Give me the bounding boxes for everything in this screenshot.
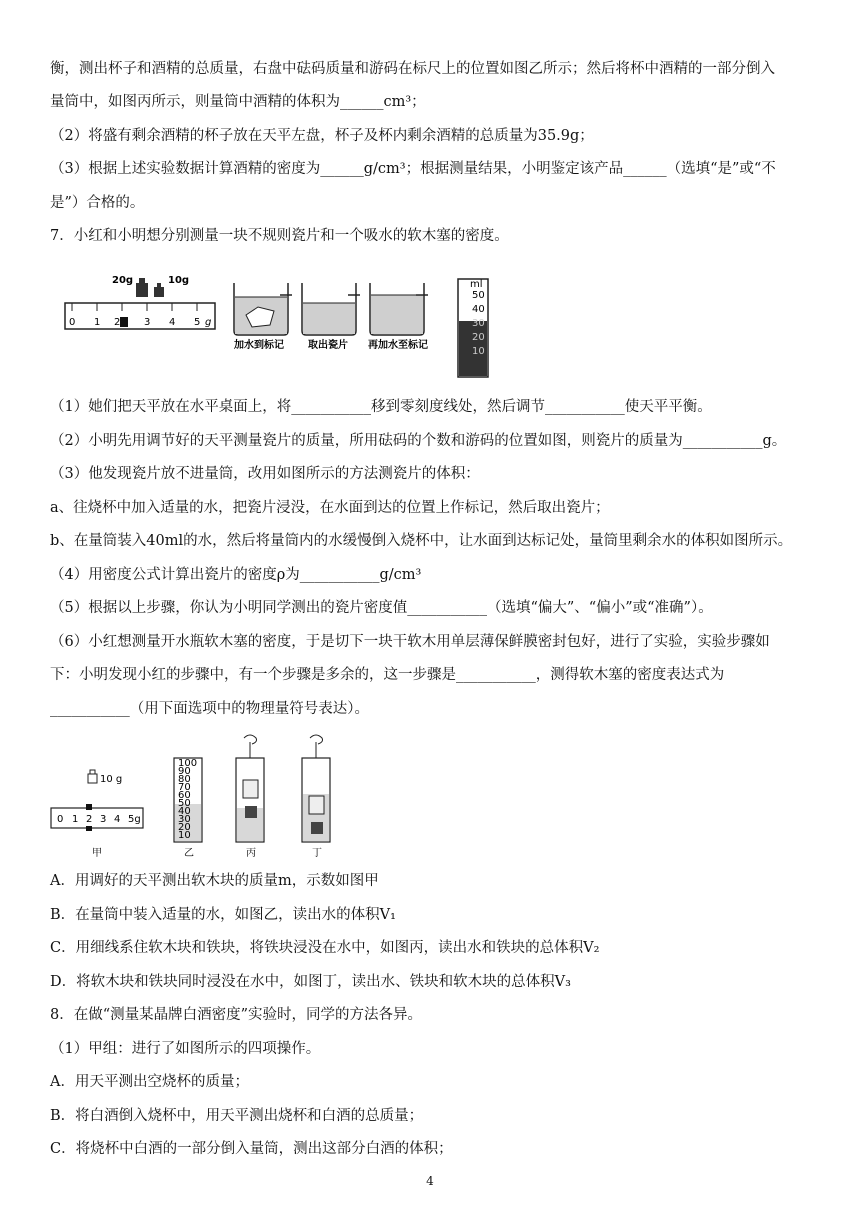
tick-label: 5 [194, 317, 201, 328]
tick-label: 20 [178, 822, 191, 833]
text-line: （3）根据上述实验数据计算酒精的密度为______g/cm³；根据测量结果，小明鉴定该产品______（选填“是”或“不 [50, 161, 776, 177]
tick-label: 100 [178, 758, 198, 769]
text-line: （5）根据以上步骤，你认为小明同学测出的瓷片密度值___________（选填“偏大”、“偏小”或“准确”）。 [50, 600, 713, 616]
text-line: （2）将盛有剩余酒精的杯子放在天平左盘，杯子及杯内剩余酒精的总质量为35.9g； [50, 128, 594, 144]
tick-label: 1 [94, 317, 101, 328]
figure-porcelain-measurement [62, 265, 502, 380]
beaker-caption: 再加水至标记 [368, 340, 428, 351]
figure-cork-measurement [48, 732, 348, 860]
tick-label: 4 [169, 317, 176, 328]
text-line: 下：小明发现小红的步骤中，有一个步骤是多余的，这一步骤是___________，测得软木塞的密度表达式为 [50, 667, 725, 683]
tick-label: 80 [178, 774, 191, 785]
tick-label: 40 [178, 806, 191, 817]
tick-label: 0 [57, 814, 64, 825]
tick-label: 60 [178, 790, 191, 801]
tick-label: 40 [472, 304, 485, 315]
tick-label: 50 [472, 290, 485, 301]
text-line: 量筒中，如图丙所示，则量筒中酒精的体积为______cm³； [50, 94, 426, 110]
panel-label: 丁 [312, 848, 322, 859]
text-line: （6）小红想测量开水瓶软木塞的密度，于是切下一块干软木用单层薄保鲜膜密封包好，进行了实验，实验步骤如 [50, 634, 770, 650]
text-line: （4）用密度公式计算出瓷片的密度ρ为___________g/cm³ [50, 567, 422, 583]
panel-yi [174, 758, 202, 859]
tick-label: 2 [114, 317, 121, 328]
tick-label: 3 [100, 814, 107, 825]
tick-label: 2 [86, 814, 93, 825]
tick-label: 30 [178, 814, 191, 825]
panel-jia [51, 770, 143, 859]
tick-label: 4 [114, 814, 121, 825]
tick-label: 50 [178, 798, 191, 809]
weight-label: 20g [112, 275, 134, 286]
rider-icon [120, 317, 128, 327]
option-d: D．将软木块和铁块同时浸没在水中，如图丁，读出水、铁块和软木块的总体积V₃ [50, 974, 571, 990]
text-line: （1）甲组：进行了如图所示的四项操作。 [50, 1041, 321, 1057]
unit-label: ml [470, 279, 483, 290]
tick-label: 1 [72, 814, 79, 825]
option-a: A．用调好的天平测出软木块的质量m，示数如图甲 [50, 873, 379, 889]
tick-label: 3 [144, 317, 151, 328]
tick-label: 5g [128, 814, 141, 825]
panel-label: 乙 [184, 848, 194, 859]
graduated-cylinder-icon [458, 279, 488, 377]
rider-icon [86, 804, 92, 810]
beaker-icon [368, 283, 428, 351]
panel-bing [236, 735, 264, 859]
text-line: a、往烧杯中加入适量的水，把瓷片浸没，在水面到达的位置上作标记，然后取出瓷片； [50, 500, 610, 516]
panel-label: 甲 [92, 848, 102, 859]
unit-label: g [205, 317, 212, 328]
text-line: （1）她们把天平放在水平桌面上，将___________移到零刻度线处，然后调节___________使天平平衡。 [50, 399, 712, 415]
text-line: （2）小明先用调节好的天平测量瓷片的质量，所用砝码的个数和游码的位置如图，则瓷片的质量为___________g。 [50, 433, 787, 449]
text-line: 是”）合格的。 [50, 195, 145, 211]
weight-label: 10 g [100, 774, 123, 785]
text-line: ___________（用下面选项中的物理量符号表达）。 [50, 701, 369, 717]
option-b: B．将白酒倒入烧杯中，用天平测出烧杯和白酒的总质量； [50, 1108, 424, 1124]
text-line: （3）他发现瓷片放不进量筒，改用如图所示的方法测瓷片的体积： [50, 466, 480, 482]
weight-label: 10g [168, 275, 190, 286]
question-8-heading: 8．在做“测量某晶牌白酒密度”实验时，同学的方法各异。 [50, 1007, 423, 1023]
tick-label: 10 [178, 830, 191, 841]
text-line: 衡，测出杯子和酒精的总质量，右盘中砝码质量和游码在标尺上的位置如图乙所示；然后将杯中酒精的一部分倒入 [50, 61, 775, 77]
tick-label: 10 [472, 346, 485, 357]
beaker-with-shard-icon [233, 283, 292, 351]
tick-label: 30 [472, 318, 485, 329]
tick-label: 70 [178, 782, 191, 793]
question-7-heading: 7．小红和小明想分别测量一块不规则瓷片和一个吸水的软木塞的密度。 [50, 228, 509, 244]
panel-ding [302, 735, 330, 859]
tick-label: 0 [69, 317, 76, 328]
balance-scale-ruler [65, 303, 215, 329]
text-line: b、在量筒装入40ml的水，然后将量筒内的水缓慢倒入烧杯中，让水面到达标记处，量筒里剩余水的体积如图所示。 [50, 533, 793, 549]
tick-label: 90 [178, 766, 191, 777]
beaker-caption: 取出瓷片 [308, 340, 348, 351]
beaker-icon [302, 283, 360, 351]
weights-icon [112, 275, 189, 297]
option-b: B．在量筒中装入适量的水，如图乙，读出水的体积V₁ [50, 907, 396, 923]
option-c: C．将烧杯中白酒的一部分倒入量筒，测出这部分白酒的体积； [50, 1141, 453, 1157]
tick-label: 20 [472, 332, 485, 343]
page-number: 4 [426, 1174, 434, 1188]
option-a: A．用天平测出空烧杯的质量； [50, 1074, 249, 1090]
option-c: C．用细线系住软木块和铁块，将铁块浸没在水中，如图丙，读出水和铁块的总体积V₂ [50, 940, 600, 956]
panel-label: 丙 [246, 848, 256, 859]
beaker-caption: 加水到标记 [234, 340, 284, 351]
